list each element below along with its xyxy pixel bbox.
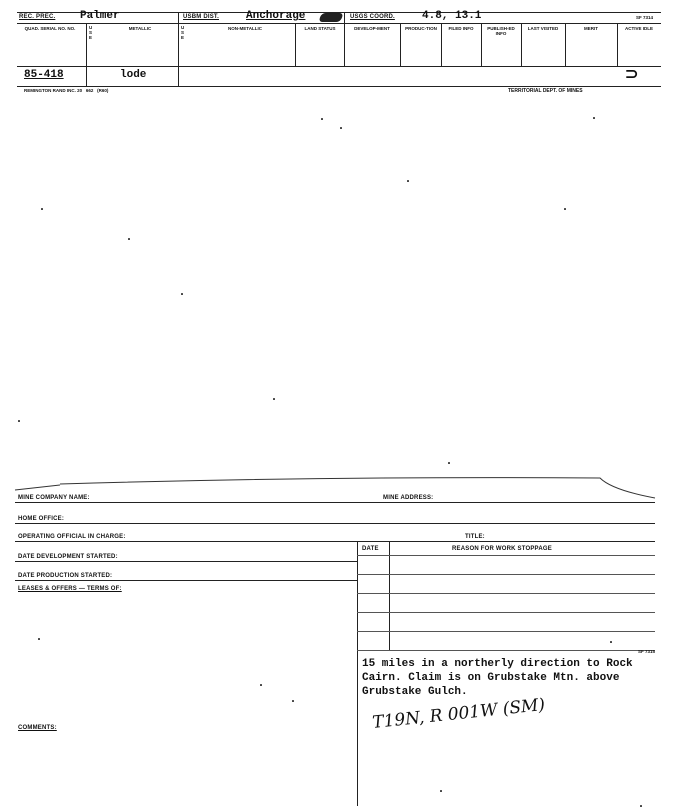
date-production-label: DATE PRODUCTION STARTED: [18, 573, 113, 579]
col-development: DEVELOP-MENT [354, 26, 390, 31]
col-divider [617, 23, 618, 66]
remarks-line-1: 15 miles in a northerly direction to Rock [362, 658, 633, 670]
date-development-label: DATE DEVELOPMENT STARTED: [18, 554, 118, 560]
active-idle-mark: ⊃ [625, 66, 639, 83]
usbm-dist-value: Anchorage [246, 10, 306, 22]
remarks-line-3: Grubstake Gulch. [362, 686, 468, 698]
col-divider [521, 23, 522, 66]
col-active-idle: ACTIVE IDLE [624, 26, 653, 31]
col-divider [178, 12, 179, 86]
col-divider [389, 541, 390, 651]
row-line [357, 631, 655, 632]
card-edge [0, 470, 678, 510]
col-divider [441, 23, 442, 66]
row-line [357, 650, 655, 651]
columns-row-bottom [17, 66, 661, 67]
col-last-visited: LAST VISITED [527, 26, 559, 31]
row-line [15, 502, 655, 503]
data-row-bottom [17, 86, 661, 87]
col-published-info: PUBLISH-ED INFO [487, 26, 515, 36]
rec-prec-value: Palmer [80, 10, 120, 22]
col-production: PRODUC-TION [405, 26, 437, 31]
form-number-top: SF 7314 [636, 15, 654, 20]
usgs-coord-value: 4.8, 13.1 [422, 10, 482, 22]
ink-blot [318, 13, 343, 22]
col-merit: MERIT [584, 26, 598, 31]
col-filed-info: FILED INFO [448, 26, 474, 31]
issuer-imprint: TERRITORIAL DEPT. OF MINES [508, 88, 583, 94]
row-line [357, 555, 655, 556]
usgs-coord-label: USGS COORD. [350, 14, 395, 20]
usbm-dist-label: USBM DIST. [183, 14, 220, 20]
col-non-metallic: NON-METALLIC [228, 26, 262, 31]
row-line [357, 593, 655, 594]
row-line [357, 574, 655, 575]
leases-offers-label: LEASES & OFFERS — TERMS OF: [18, 586, 122, 592]
mine-address-label: MINE ADDRESS: [383, 495, 434, 501]
col-land-status: LAND STATUS [304, 26, 336, 31]
row-line [15, 541, 655, 542]
col-divider [400, 23, 401, 66]
col-divider [344, 12, 345, 23]
home-office-label: HOME OFFICE: [18, 516, 65, 522]
col-divider [344, 23, 345, 66]
row-line [15, 523, 655, 524]
operating-official-label: OPERATING OFFICIAL IN CHARGE: [18, 534, 126, 540]
col-divider [565, 23, 566, 66]
row-line [15, 561, 357, 562]
col-metallic: METALLIC [128, 26, 152, 31]
col-quad-serial: QUAD. SERIAL NO. NO. [24, 26, 76, 31]
col-divider [481, 23, 482, 66]
col-use-metallic-prefix: U S E [89, 25, 93, 40]
row-line [15, 580, 357, 581]
form-number-bottom: SF 7315 [638, 649, 656, 654]
metallic-value: lode [120, 69, 147, 81]
printer-imprint: REMINGTON RAND INC. 20 662 (R60) [24, 88, 109, 93]
row-line [357, 612, 655, 613]
col-divider [357, 541, 358, 806]
col-divider [86, 23, 87, 86]
serial-value: 85-418 [24, 69, 64, 81]
handwritten-location-note: T19N, R 001W (SM) [371, 694, 546, 734]
title-label: TITLE: [465, 534, 485, 540]
rec-prec-label: REC. PREC. [19, 14, 56, 20]
col-divider [295, 23, 296, 66]
comments-label: COMMENTS: [18, 725, 57, 731]
col-use-nonmetallic-prefix: U S E [181, 25, 185, 40]
date-column-label: DATE [362, 546, 379, 552]
mine-company-label: MINE COMPANY NAME: [18, 495, 90, 501]
remarks-line-2: Cairn. Claim is on Grubstake Mtn. above [362, 672, 620, 684]
reason-work-stoppage-label: REASON FOR WORK STOPPAGE [452, 546, 552, 552]
